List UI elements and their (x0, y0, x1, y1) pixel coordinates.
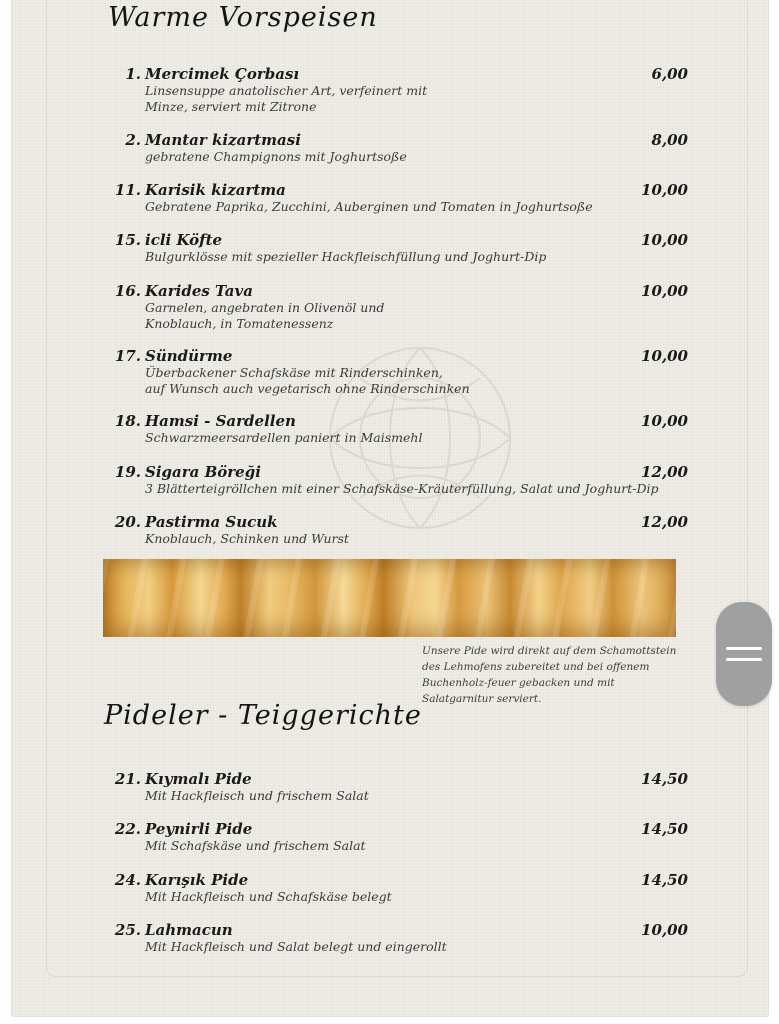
item-number: 15. (114, 231, 141, 249)
item-name: Karışık Pide (145, 871, 249, 889)
item-number: 22. (114, 820, 141, 838)
item-description: Mit Schafskäse und frischem Salat (145, 838, 366, 853)
item-price: 14,50 (641, 770, 688, 788)
item-price: 8,00 (651, 131, 688, 149)
item-price: 10,00 (641, 181, 688, 199)
item-name: Karisik kizartma (145, 181, 286, 199)
item-description: Mit Hackfleisch und frischem Salat (145, 788, 369, 803)
pide-note: Unsere Pide wird direkt auf dem Schamottstein des Lehmofens zubereitet und bei offenem Buchenholz-feuer gebacken und mit Salatgarnitur serviert. (422, 645, 677, 705)
item-description: Garnelen, angebraten in Olivenöl und Knoblauch, in Tomatenessenz (145, 300, 385, 331)
item-description: Gebratene Paprika, Zucchini, Auberginen und Tomaten in Joghurtsoße (145, 199, 593, 214)
item-price: 14,50 (641, 871, 688, 889)
item-name: icli Köfte (145, 231, 223, 249)
menu-item (108, 231, 688, 265)
item-name: Sündürme (145, 347, 233, 365)
item-description: gebratene Champignons mit Joghurtsoße (145, 149, 407, 164)
item-number: 1. (125, 65, 141, 83)
item-name: Peynirli Pide (145, 820, 253, 838)
item-price: 10,00 (641, 231, 688, 249)
item-description: Mit Hackfleisch und Salat belegt und eingerollt (145, 939, 447, 954)
item-description: Bulgurklösse mit spezieller Hackfleischfüllung und Joghurt-Dip (145, 249, 547, 264)
menu-item (108, 131, 688, 165)
item-name: Mercimek Çorbası (145, 65, 300, 83)
item-description: Mit Hackfleisch und Schafskäse belegt (145, 889, 392, 904)
item-number: 24. (114, 871, 141, 889)
item-price: 6,00 (651, 65, 688, 83)
menu-item (108, 65, 688, 114)
item-description: Linsensuppe anatolischer Art, verfeinert mit Minze, serviert mit Zitrone (145, 83, 428, 114)
item-name: Hamsi - Sardellen (145, 412, 296, 430)
section-title-pideler: Pideler - Teiggerichte (104, 700, 422, 731)
item-number: 21. (114, 770, 141, 788)
item-number: 11. (114, 181, 141, 199)
item-description: Knoblauch, Schinken und Wurst (145, 531, 349, 546)
item-number: 16. (114, 282, 141, 300)
menu-page (12, 0, 768, 1016)
item-description: Schwarzmeersardellen paniert in Maismehl (145, 430, 423, 445)
item-name: Lahmacun (145, 921, 233, 939)
menu-item (108, 820, 688, 854)
item-number: 25. (114, 921, 141, 939)
handle-bar (726, 647, 762, 650)
menu-item (108, 513, 688, 547)
menu-item (108, 871, 688, 905)
item-number: 17. (114, 347, 141, 365)
item-name: Pastirma Sucuk (145, 513, 278, 531)
item-number: 20. (114, 513, 141, 531)
item-price: 12,00 (641, 463, 688, 481)
menu-item (108, 770, 688, 804)
food-photo (103, 559, 676, 637)
menu-item (108, 463, 688, 497)
item-description: 3 Blätterteigröllchen mit einer Schafskäse-Kräuterfüllung, Salat und Joghurt-Dip (145, 481, 659, 496)
item-price: 10,00 (641, 347, 688, 365)
menu-item (108, 412, 688, 446)
item-price: 10,00 (641, 282, 688, 300)
menu-item (108, 282, 688, 331)
item-price: 14,50 (641, 820, 688, 838)
item-price: 10,00 (641, 412, 688, 430)
section-title-warme-vorspeisen: Warme Vorspeisen (108, 2, 378, 33)
drag-handle-icon[interactable] (716, 602, 772, 706)
item-price: 10,00 (641, 921, 688, 939)
menu-item (108, 181, 688, 215)
item-description: Überbackener Schafskäse mit Rinderschinken, auf Wunsch auch vegetarisch ohne Rinderschinken (145, 365, 470, 396)
item-price: 12,00 (641, 513, 688, 531)
item-number: 2. (125, 131, 141, 149)
menu-item (108, 347, 688, 396)
handle-bar (726, 658, 762, 661)
menu-item (108, 921, 688, 955)
item-name: Mantar kizartmasi (145, 131, 301, 149)
item-number: 19. (114, 463, 141, 481)
item-name: Karides Tava (145, 282, 253, 300)
item-name: Kıymalı Pide (145, 770, 252, 788)
item-name: Sigara Böreği (145, 463, 261, 481)
item-number: 18. (114, 412, 141, 430)
